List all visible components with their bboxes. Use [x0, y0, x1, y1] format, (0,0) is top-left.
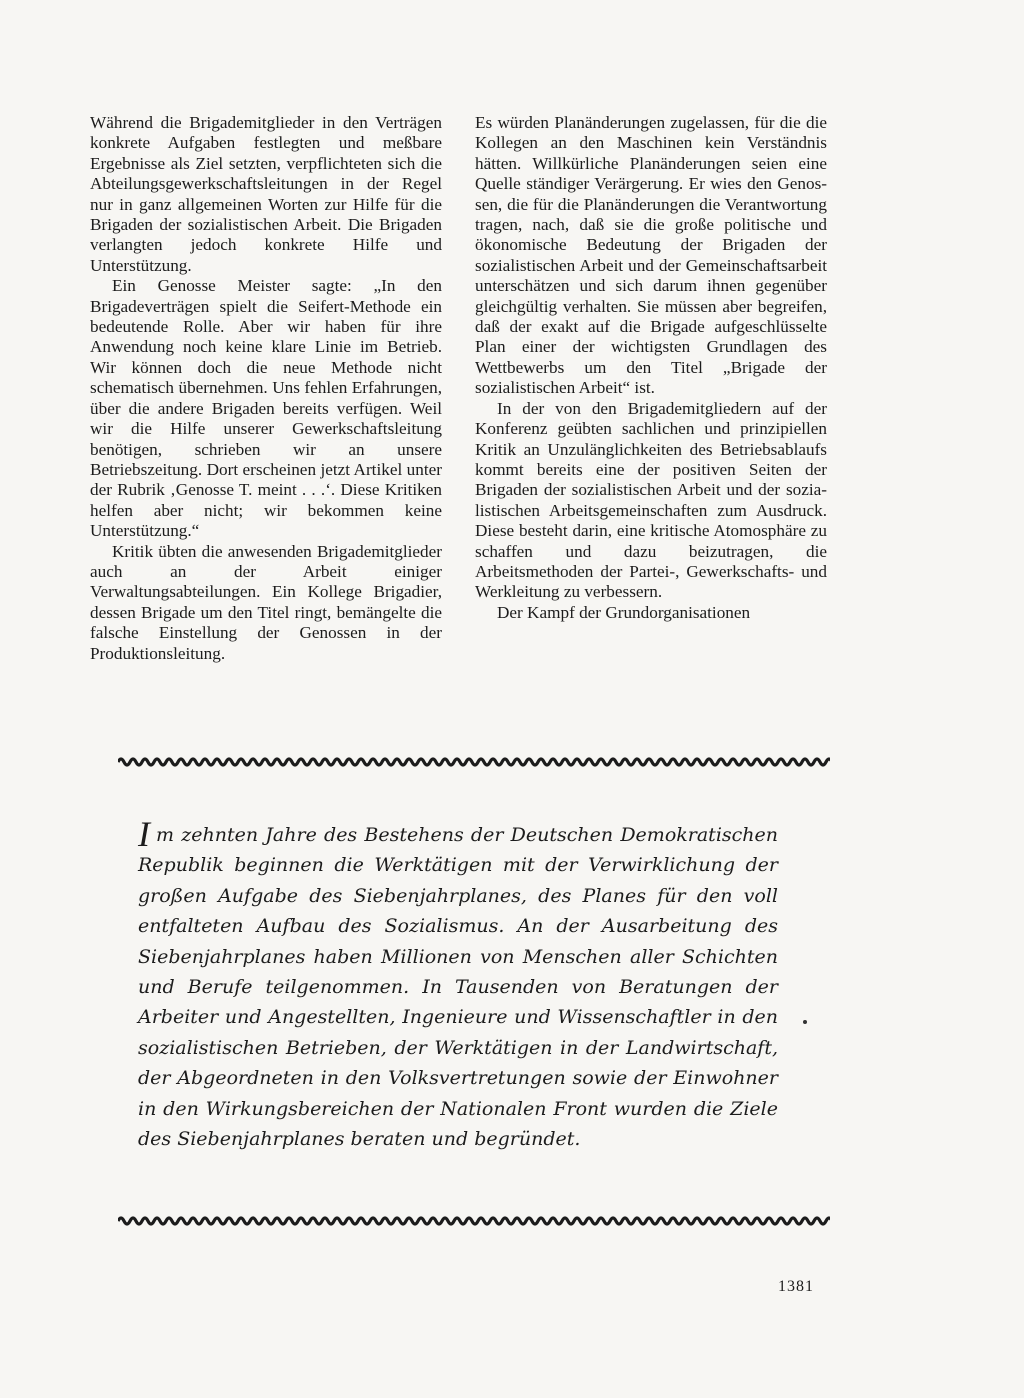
paragraph: Der Kampf der Grundorganisationen	[497, 602, 751, 622]
wavy-divider-top	[118, 755, 830, 769]
left-column	[90, 113, 442, 664]
ink-speck	[803, 1020, 807, 1024]
paragraph: In der von den Brigademitgliedern auf der Konferenz geübten sachlichen und prinzipiellen Kritik an Unzulänglichkeiten des Betriebsablaufs kommt bereits eine der positiven Seiten der Brigaden der sozialistischen Arbeit und der sozialistischen Arbeitsgemeinschaften zum Ausdruck. Diese besteht darin, eine kritische Atomosphäre zu schaffen und dazu beizutragen, die Arbeitsmethoden der Partei-, Gewerkschafts- und Werkleitung zu verbessern.	[475, 398, 827, 602]
wavy-divider-bottom	[118, 1214, 830, 1228]
page-number: 1381	[778, 1278, 814, 1295]
paragraph: Kritik übten die anwesenden Brigademitglieder auch an der Arbeit einiger Verwaltungsabteilungen. Ein Kollege Brigadier, dessen Brigade um den Titel ringt, bemängelte die falsche Einstellung der Genossen in der Produktionsleitung.	[90, 541, 442, 663]
quote-text: m zehnten Jahre des Bestehens der Deutschen Demokratischen Republik beginnen die Werktätigen mit der Verwirklichung der großen Aufgabe des Siebenjahrplanes, des Planes für den voll entfalteten Aufbau des Sozialismus. An der Ausarbeitung des Siebenjahrplanes haben Millionen von Menschen aller Schichten und Berufe teilgenommen. In Tausenden von Beratungen der Arbeiter und Angestellten, Ingenieure und Wissenschaftler in den sozialistischen Betrieben, der Werktätigen in der Landwirtschaft, der Abgeordneten in den Volksvertretungen sowie der Einwohner in den Wirkungsbereichen der Nationalen Front wurden die Ziele des Siebenjahrplanes beraten und begründet.	[138, 824, 778, 1151]
decorative-initial: I	[138, 814, 150, 854]
quote-box	[138, 814, 778, 1154]
right-column	[475, 113, 827, 623]
paragraph: Während die Brigademitglieder in den Verträgen konkrete Aufgaben festlegten und meßbare Ergebnisse als Ziel setzten, verpflichteten sich die Abteilungsgewerkschaftsleitungen in der Regel nur in ganz allgemeinen Worten zur Hilfe für die Brigaden der sozialistischen Arbeit. Die Brigaden verlangten jedoch konkrete Hilfe und Unterstützung.	[90, 113, 442, 275]
paragraph: Ein Genosse Meister sagte: „In den Brigadeverträgen spielt die Seifert-Methode ein bedeutende Rolle. Aber wir haben für ihre Anwendung noch keine klare Linie im Betrieb. Wir können doch die neue Methode nicht schematisch übernehmen. Uns fehlen Erfahrungen, über die andere Brigaden bereits verfügen. Weil wir die Hilfe unserer Gewerkschaftsleitung benötigen, schrieben wir an unsere Betriebszeitung. Dort erscheinen jetzt Artikel unter der Rubrik ‚Genosse T. meint . . .‘. Diese Kritiken helfen aber nicht; wir bekommen keine Unterstützung.“	[90, 276, 442, 541]
paragraph: Es würden Planänderungen zugelassen, für die die Kollegen an den Maschinen kein Verständnis hätten. Willkürliche Planänderungen seien eine Quelle ständiger Verärgerung. Er wies den Genossen, die für die Planänderungen die Verantwortung tragen, nach, daß sie die große politische und ökonomische Bedeutung der Brigaden der sozialistischen Arbeit und der Gemeinschaftsarbeit unterschätzen und sich darum ihnen gegenüber gleichgültig verhalten. Sie müssen aber begreifen, daß der exakt auf die Brigade aufgeschlüsselte Plan einer der wichtigsten Grundlagen des Wettbewerbs um den Titel „Brigade der sozialistischen Arbeit“ ist.	[475, 113, 827, 398]
quote-paragraph	[138, 814, 778, 1154]
